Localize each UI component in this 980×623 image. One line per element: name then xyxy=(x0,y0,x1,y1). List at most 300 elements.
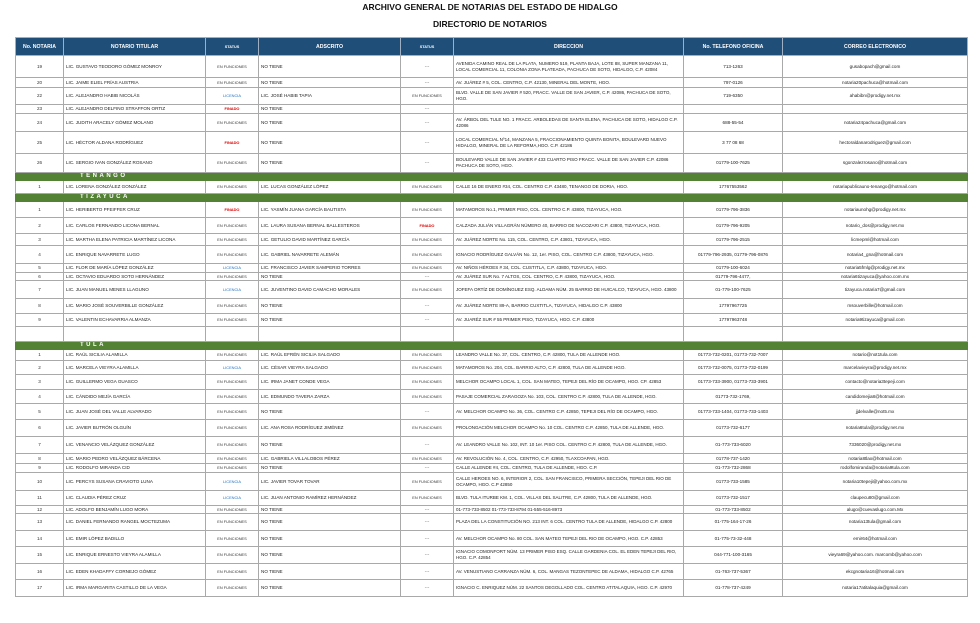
status-badge: EN FUNCIONES xyxy=(206,464,259,473)
notaria-number xyxy=(16,327,64,342)
adscrito-status-badge: --- xyxy=(401,514,454,531)
notaria-number: 16 xyxy=(16,564,64,580)
email-address: vieyra69@yahoo.com. marcomb@yahoo.com xyxy=(783,547,968,564)
section-header-tizayuca xyxy=(16,194,968,202)
notaria-number: 8 xyxy=(16,454,64,464)
phone-number: 01-779-100-7625 xyxy=(684,281,783,299)
status-badge: EN FUNCIONES xyxy=(206,350,259,361)
address: BLVD. TULA ITURBE KM. 1, COL. VILLAS DEL SALITRE, C.P. 42800, TULA DE ALLENDE, HGO. xyxy=(454,491,684,506)
phone-number: 01779-796-3836 xyxy=(684,202,783,218)
header-correo: CORREO ELECTRONICO xyxy=(783,38,968,56)
adscrito-name: LIC. EDMUNDO TAVERA ZARZA xyxy=(259,390,401,404)
email-address: notariaunohg@prodigy.net.mx xyxy=(783,202,968,218)
notaria-number: 23 xyxy=(16,105,64,114)
section-header-tenango xyxy=(16,173,968,181)
address: AV. JUÁREZ # 5, COL. CENTRO, C.P. 42130, MINERAL DEL MONTE, HGO. xyxy=(454,78,684,88)
status-badge: EN FUNCIONES xyxy=(206,390,259,404)
notario-titular: LIC. OCTAVIO EDUARDO SOTO HERNÁNDEZ xyxy=(64,273,206,281)
phone-number: 01-775-73-32-448 xyxy=(684,531,783,547)
address: AV. JUÁREZ NORTE No. 115, COL. CENTRO, C.P. 43801, TIZAYUCA, HGO. xyxy=(454,234,684,246)
phone-number xyxy=(684,327,783,342)
address: 01-773-733-8502 01-773-733-8794 01-555-516-8973 xyxy=(454,506,684,514)
adscrito-status-badge: EN FUNCIONES xyxy=(401,361,454,375)
notaria-number: 9 xyxy=(16,314,64,327)
notaria-number: 8 xyxy=(16,299,64,314)
email-address: notaria13tula@gmail.com xyxy=(783,514,968,531)
header-direccion: DIRECCION xyxy=(454,38,684,56)
adscrito-name: LIC. CÉSAR VIEYRA SALGADO xyxy=(259,361,401,375)
notario-titular: LIC. ALEJANDRO DELFINO STRAFFON ORTIZ xyxy=(64,105,206,114)
notaria-number: 10 xyxy=(16,473,64,491)
phone-number: 01779-796-2515 xyxy=(684,234,783,246)
status-badge: EN FUNCIONES xyxy=(206,56,259,78)
email-address: notaria24pachuca@gmail.com xyxy=(783,114,968,132)
table-row xyxy=(16,264,968,273)
adscrito-name: LIC. GABRIEL NAVARRETE ALEMÁN xyxy=(259,246,401,264)
section-name: TULA xyxy=(80,342,106,348)
address: AV. MELCHOR OCAMPO No. 80 COL. SAN MATEO TEPEJI DEL RIO DE OCAMPO, HGO. C.P. 42853 xyxy=(454,531,684,547)
email-address: candidomejia8@hotmail.com xyxy=(783,390,968,404)
status-badge xyxy=(206,327,259,342)
email-address: notaria6tizayuca@yahoo.com.mx xyxy=(783,273,968,281)
adscrito-name: LIC. GETULIO DAVID MARTÍNEZ GARCÍA xyxy=(259,234,401,246)
notario-titular: LIC. MARTHA ELENA PATRICIA MARTÍNEZ LICONA xyxy=(64,234,206,246)
phone-number: 01773-733-3900, 01773-733-3901 xyxy=(684,375,783,390)
notaria-number: 2 xyxy=(16,361,64,375)
address: AV. JUARÉZ SUR # 55 PRIMER PISO, TIZAYUCA, HGO. C.P. 43800 xyxy=(454,314,684,327)
email-address: sgonzalezrosano@hotmail.com xyxy=(783,154,968,173)
adscrito-name: NO TIENE xyxy=(259,580,401,597)
table-row xyxy=(16,234,968,246)
notario-titular: LIC. VALENTIN ECHAVARRIA ALMANZA xyxy=(64,314,206,327)
table-row xyxy=(16,491,968,506)
table-row xyxy=(16,437,968,454)
adscrito-status-badge: EN FUNCIONES xyxy=(401,264,454,273)
email-address: notaria9tizayuca@gmail.com xyxy=(783,314,968,327)
adscrito-status-badge: EN FUNCIONES xyxy=(401,350,454,361)
email-address: ahabibn@prodigy.net.mx xyxy=(783,88,968,105)
notaria-number: 7 xyxy=(16,281,64,299)
adscrito-name: NO TIENE xyxy=(259,78,401,88)
adscrito-status-badge: --- xyxy=(401,78,454,88)
phone-number: 01779-796-9205 xyxy=(684,218,783,234)
table-row xyxy=(16,531,968,547)
adscrito-status-badge: --- xyxy=(401,564,454,580)
email-address: tizayuca.notaria7@gmail.com xyxy=(783,281,968,299)
adscrito-status-badge: --- xyxy=(401,154,454,173)
status-badge: LICENCIA xyxy=(206,281,259,299)
notario-titular: LIC. JAVIER BUTRÓN OLGUÍN xyxy=(64,420,206,437)
adscrito-name: LIC. GABRIELA VILLALOBOS PÉREZ xyxy=(259,454,401,464)
adscrito-status-badge: --- xyxy=(401,580,454,597)
adscrito-status-badge: --- xyxy=(401,314,454,327)
notaria-number: 4 xyxy=(16,390,64,404)
adscrito-name: NO TIENE xyxy=(259,114,401,132)
notario-titular: LIC. MARIO JOSÉ SOUVERBILLE GONZÁLEZ xyxy=(64,299,206,314)
notaria-number: 7 xyxy=(16,437,64,454)
notario-titular: LIC. ENRIQUE NAVARRETE LUGO xyxy=(64,246,206,264)
notaria-number: 6 xyxy=(16,420,64,437)
adscrito-status-badge xyxy=(401,327,454,342)
email-address xyxy=(783,105,968,114)
adscrito-name: LIC. FRANCISCO JAVIER SAMPERIO TORRES xyxy=(259,264,401,273)
adscrito-name: LIC. JUVENTINO DAVID CAMACHO MORALES xyxy=(259,281,401,299)
table-row xyxy=(16,218,968,234)
phone-number: 17767553562 xyxy=(684,181,783,194)
phone-number: 688-55-54 xyxy=(684,114,783,132)
notaria-number: 2 xyxy=(16,218,64,234)
adscrito-name: LIC. ANA ROSA RODRÍGUEZ JIMÉNEZ xyxy=(259,420,401,437)
address: AV. REVOLUCIÓN No. 4, COL. CENTRO, C.P. 42950, TLAXCOAPAN, HGO. xyxy=(454,454,684,464)
address: CALLE ALLENDE #4, COL. CENTRO, TULA DE ALLENDE, HGO. C.P. xyxy=(454,464,684,473)
address: AV. LEANDRO VALLE No. 102, INT. 10 1er. PISO COL. CENTRO C.P. 42800, TULA DE ALLENDE, HGO. xyxy=(454,437,684,454)
table-row xyxy=(16,473,968,491)
phone-number: 01779-796-4477, xyxy=(684,273,783,281)
status-badge: EN FUNCIONES xyxy=(206,218,259,234)
adscrito-name: NO TIENE xyxy=(259,132,401,154)
table-row xyxy=(16,299,968,314)
phone-number: 01-775-164-17-26 xyxy=(684,514,783,531)
address: AV. NIÑOS HÉROES # 34, COL. CUSTITLA, C.P. 43800, TIZAYUCA, HGO. xyxy=(454,264,684,273)
phone-number: 797-0126 xyxy=(684,78,783,88)
table-row xyxy=(16,514,968,531)
notario-titular: LIC. GUSTAVO TEODORO GÓMEZ MONROY xyxy=(64,56,206,78)
email-address: notaria17atitalaquia@gmail.com xyxy=(783,580,968,597)
adscrito-status-badge: EN FUNCIONES xyxy=(401,375,454,390)
phone-number: 01773-733-1585 xyxy=(684,473,783,491)
address: PROLONGACIÓN MELCHOR OCAMPO No. 10 COL. CENTRO C.P. 42850, TULA DE ALLENDE, HGO. xyxy=(454,420,684,437)
table-row xyxy=(16,105,968,114)
status-badge: EN FUNCIONES xyxy=(206,454,259,464)
document-title: ARCHIVO GENERAL DE NOTARIAS DEL ESTADO DE HIDALGO xyxy=(362,2,618,12)
adscrito-status-badge: EN FUNCIONES xyxy=(401,246,454,264)
email-address: notaria10tepeji@yahoo.com.mx xyxy=(783,473,968,491)
document-subtitle: DIRECTORIO DE NOTARIOS xyxy=(433,19,547,29)
table-row xyxy=(16,420,968,437)
section-name: TENANGO xyxy=(80,173,128,179)
email-address: emir64@hotmail.com xyxy=(783,531,968,547)
notario-titular: LIC. JAIME ELIEL FRÍAS AUSTRIA xyxy=(64,78,206,88)
email-address: rodolfomiranda@notaria9tula.com xyxy=(783,464,968,473)
email-address: claupecu80@gmail.com xyxy=(783,491,968,506)
table-row xyxy=(16,154,968,173)
header-status: STATUS xyxy=(206,38,259,56)
table-body xyxy=(16,56,968,597)
address: JOFEFA ORTÍZ DE DOMÍNGUEZ ESQ. ALDAMA NÚM. 25 BARRIO DE HUICALCO, TIZAYUCA, HGO. 43800 xyxy=(454,281,684,299)
adscrito-name xyxy=(259,327,401,342)
address: IGNACIO COMONFORT NÚM. 13 PRIMER PISO ESQ. CALLE GARDENIA COL. EL EDEN TEPEJI DEL RIO, HGO. C.P. 42854 xyxy=(454,547,684,564)
phone-number: 719-6350 xyxy=(684,88,783,105)
notaria-number: 19 xyxy=(16,56,64,78)
table-row xyxy=(16,114,968,132)
adscrito-status-badge: --- xyxy=(401,404,454,420)
email-address: notario@not1tula.com xyxy=(783,350,968,361)
notario-titular: LIC. PERCYS SUSANA CRAVIOTO LUNA xyxy=(64,473,206,491)
phone-number: 01-763-737-5367 xyxy=(684,564,783,580)
notaries-table xyxy=(15,37,968,597)
table-row xyxy=(16,88,968,105)
header-telefono: No. TELEFONO OFICINA xyxy=(684,38,783,56)
adscrito-name: LIC. LAURA SUSANA BERNAL BALLESTEROS xyxy=(259,218,401,234)
adscrito-status-badge: --- xyxy=(401,437,454,454)
adscrito-name: NO TIENE xyxy=(259,437,401,454)
address: AVENIDA CAMINO REAL DE LA PLATA, NUMERO 519, PLANTA BAJA, LOTE 88, SUPER MANZANA 11, LOCAL COMERCIAL 11, COLONIA ZONA PLATEADA, PACHUCA DE SOTO, HIDALGO, C.P. 42084 xyxy=(454,56,684,78)
adscrito-status-badge: EN FUNCIONES xyxy=(401,491,454,506)
email-address xyxy=(783,327,968,342)
notaria-number: 12 xyxy=(16,506,64,514)
notario-titular: LIC. JUDITH ARACELY GÓMEZ MOLANO xyxy=(64,114,206,132)
table-row xyxy=(16,281,968,299)
adscrito-name: NO TIENE xyxy=(259,105,401,114)
phone-number: 01-773-733-8502 xyxy=(684,506,783,514)
notaria-number: 3 xyxy=(16,375,64,390)
notario-titular: LIC. ENRIQUE ERNESTO VIEYRA ALAMILLA xyxy=(64,547,206,564)
adscrito-status-badge: --- xyxy=(401,114,454,132)
notario-titular: LIC. CARLOS FERNANDO LICONA BERNAL xyxy=(64,218,206,234)
notario-titular: LIC. VENANCIO VELÁZQUEZ GONZÁLEZ xyxy=(64,437,206,454)
adscrito-status-badge: EN FUNCIONES xyxy=(401,88,454,105)
notario-titular: LIC. MARIO PEDRO VELÁZQUEZ BÁRCENA xyxy=(64,454,206,464)
status-badge: EN FUNCIONES xyxy=(206,114,259,132)
notaria-number: 9 xyxy=(16,464,64,473)
table-row xyxy=(16,361,968,375)
phone-number: 01779-100-7625 xyxy=(684,154,783,173)
notario-titular: LIC. MARCELA VIEYRA ALAMILLA xyxy=(64,361,206,375)
email-address: licmepml@hotmail.com xyxy=(783,234,968,246)
address: IGNACIO RODRÍGUEZ GALVÁN No. 12, 1er. PISO, COL. CENTRO C.P. 43800, TIZAYUCA, HGO. xyxy=(454,246,684,264)
phone-number: 01773-732-1517 xyxy=(684,491,783,506)
notario-titular: LIC. CÁNDIDO MEJÍA GARCÍA xyxy=(64,390,206,404)
notaria-number: 20 xyxy=(16,78,64,88)
adscrito-name: LIC. RAÚL EFRÉN SICILIA SALGADO xyxy=(259,350,401,361)
address: LEANDRO VALLE No. 37, COL. CENTRO, C.P. 42800, TULA DE ALLENDE HGO. xyxy=(454,350,684,361)
table-header-row xyxy=(16,38,968,56)
status-badge: EN FUNCIONES xyxy=(206,273,259,281)
adscrito-status-badge: --- xyxy=(401,105,454,114)
status-badge: EN FUNCIONES xyxy=(206,78,259,88)
address: AV. VENUSTIANO CARRANZA NÚM. 6, COL. MANGAS TEZONTEPEC DE ALDAMA, HIDALGO C.P. 42765 xyxy=(454,564,684,580)
notario-titular: LIC. JUAN JOSÉ DEL VALLE ALVARADO xyxy=(64,404,206,420)
notario-titular: LIC. JUAN MANUEL MENES LLAGUNO xyxy=(64,281,206,299)
address: MELCHOR OCAMPO LOCAL 1, COL. SAN MATEO, TEPEJI DEL RÍO DE OCAMPO, HGO. CP. 42853 xyxy=(454,375,684,390)
adscrito-status-badge: --- xyxy=(401,506,454,514)
address: PLAZA DEL LA CONSTITUCIÓN NO. 213 INT. 6 COL. CENTRO TULA DE ALLENDE, HIDALGO C.P. 42800 xyxy=(454,514,684,531)
email-address: ekcgnotaria16@hotmail.com xyxy=(783,564,968,580)
address: AV. JUÁREZ NORTE 89-A, BARRIO CUXTITLA, TIZAYUCA, HIDALGO C.P. 43800 xyxy=(454,299,684,314)
adscrito-status-badge: --- xyxy=(401,547,454,564)
adscrito-status-badge: --- xyxy=(401,132,454,154)
adscrito-status-badge: FINADO xyxy=(401,218,454,234)
adscrito-name: LIC. LUCAS GONZÁLEZ LÓPEZ xyxy=(259,181,401,194)
address: MATAMOROS No. 204, COL. BARRIO ALTO, C.P. 42800, TULA DE ALLENDE HGO. xyxy=(454,361,684,375)
adscrito-status-badge: EN FUNCIONES xyxy=(401,281,454,299)
status-badge: EN FUNCIONES xyxy=(206,437,259,454)
phone-number: 01-778-737-4249 xyxy=(684,580,783,597)
adscrito-name: LIC. IRMA JANET CONDE VEGA xyxy=(259,375,401,390)
email-address: notaria6tula@prodigy.net.mx xyxy=(783,420,968,437)
phone-number: 3 77 08 68 xyxy=(684,132,783,154)
notario-titular: LIC. HÉCTOR ALDANA RODRÍGUEZ xyxy=(64,132,206,154)
notario-titular: LIC. LORENA GONZÁLEZ GONZÁLEZ xyxy=(64,181,206,194)
notaria-number: 26 xyxy=(16,154,64,173)
table-row xyxy=(16,375,968,390)
status-badge: EN FUNCIONES xyxy=(206,514,259,531)
notaria-number: 3 xyxy=(16,234,64,246)
table-row xyxy=(16,78,968,88)
notario-titular: LIC. GUILLERMO VEGA GUASCO xyxy=(64,375,206,390)
email-address: notaria8tlax@hotmail.com xyxy=(783,454,968,464)
adscrito-status-badge: --- xyxy=(401,531,454,547)
adscrito-name: NO TIENE xyxy=(259,547,401,564)
adscrito-status-badge: --- xyxy=(401,464,454,473)
adscrito-status-badge: EN FUNCIONES xyxy=(401,390,454,404)
section-name: TIZAYUCA xyxy=(80,194,130,200)
adscrito-status-badge: --- xyxy=(401,273,454,281)
notario-titular: LIC. ADOLFO BENJAMÍN LUGO MORA xyxy=(64,506,206,514)
table-row xyxy=(16,132,968,154)
adscrito-name: LIC. JOSÉ HABIB TAPIA xyxy=(259,88,401,105)
address: AV. MELCHOR OCAMPO No. 36, COL. CENTRO C.P. 42850, TEPEJI DEL RÍO DE OCAMPO, HGO. xyxy=(454,404,684,420)
email-address: notario_dos@prodigy.net.mx xyxy=(783,218,968,234)
adscrito-status-badge: EN FUNCIONES xyxy=(401,473,454,491)
phone-number: 01778-737-1420 xyxy=(684,454,783,464)
phone-number: 01779-796-2935, 01779-796-0876 xyxy=(684,246,783,264)
address: AV. ÁRBOL DEL TULE NO. 1 FRACC. ARBOLEDAS DE SANTA ELENA, PACHUCA DE SOTO, HIDALGO C.P. 42086 xyxy=(454,114,684,132)
notaria-number: 11 xyxy=(16,491,64,506)
notaria-number: 17 xyxy=(16,580,64,597)
adscrito-name: NO TIENE xyxy=(259,299,401,314)
table-row xyxy=(16,246,968,264)
status-badge: FINADO xyxy=(206,202,259,218)
status-badge: EN FUNCIONES xyxy=(206,314,259,327)
phone-number: 17797963748 xyxy=(684,314,783,327)
status-badge: LICENCIA xyxy=(206,361,259,375)
adscrito-status-badge: EN FUNCIONES xyxy=(401,202,454,218)
table-row xyxy=(16,314,968,327)
email-address: notariapublicauno-tenango@hotmail.com xyxy=(783,181,968,194)
email-address: notaria20pachuca@hotmail.com xyxy=(783,78,968,88)
notaria-number: 4 xyxy=(16,246,64,264)
address: CALLE 16 DE ENERO #34, COL. CENTRO C.P. 43480, TENANGO DE DORIA, HGO. xyxy=(454,181,684,194)
status-badge: LICENCIA xyxy=(206,88,259,105)
address: PASAJE COMERCIAL ZARAGOZA No. 103, COL. CENTRO C.P. 42800, TULA DE ALLENDE, HGO. xyxy=(454,390,684,404)
table-row xyxy=(16,464,968,473)
phone-number: 713-1263 xyxy=(684,56,783,78)
notario-titular: LIC. ALEJANDRO HABIB NICOLÁS xyxy=(64,88,206,105)
adscrito-name: NO TIENE xyxy=(259,56,401,78)
adscrito-name: NO TIENE xyxy=(259,506,401,514)
adscrito-status-badge: --- xyxy=(401,56,454,78)
address: IGNACIO C. ENRIQUEZ NÚM. 22 SANTOS DEGOLLADO COL. CENTRO ATITALAQUIA, HGO. C.P. 42970 xyxy=(454,580,684,597)
address xyxy=(454,327,684,342)
email-address: contacto@notaria3tepeji.com xyxy=(783,375,968,390)
address: BLVD. VALLE DE SAN JAVIER # 520, FRACC. VALLE DE SAN JAVIER, C.P. 42086, PACHUCA DE SOTO, HGO. xyxy=(454,88,684,105)
adscrito-name: NO TIENE xyxy=(259,404,401,420)
notario-titular: LIC. RODOLFO MIRANDA CID xyxy=(64,464,206,473)
phone-number: 01773-733-1404, 01773-733-1403 xyxy=(684,404,783,420)
address xyxy=(454,105,684,114)
adscrito-name: NO TIENE xyxy=(259,154,401,173)
table-row xyxy=(16,564,968,580)
notaria-number: 6 xyxy=(16,273,64,281)
notario-titular: LIC. IRMA MARGARITA CASTILLO DE LA VEGA xyxy=(64,580,206,597)
notaria-number: 14 xyxy=(16,531,64,547)
status-badge: FINADO xyxy=(206,132,259,154)
phone-number: 01773-732-6177 xyxy=(684,420,783,437)
notario-titular: LIC. HERIBERTO PFEIFFER CRUZ xyxy=(64,202,206,218)
notaria-number: 1 xyxy=(16,202,64,218)
email-address: alugo@cuevaslugo.com.Mx xyxy=(783,506,968,514)
adscrito-name: NO TIENE xyxy=(259,564,401,580)
notaria-number: 5 xyxy=(16,264,64,273)
header-status-adscrito: STATUS xyxy=(401,38,454,56)
phone-number: 044-771-100-3165 xyxy=(684,547,783,564)
notaria-number: 25 xyxy=(16,132,64,154)
header-no-notaria: No. NOTARIA xyxy=(16,38,64,56)
address: MATAMOROS No.1, PRIMER PISO, COL. CENTRO C.P. 43800, TIZAYUCA, HGO. xyxy=(454,202,684,218)
phone-number: 01773-732-0201, 01773-732-7007 xyxy=(684,350,783,361)
status-badge: EN FUNCIONES xyxy=(206,375,259,390)
notario-titular: LIC. SERGIO IVAN GONZÁLEZ ROSANO xyxy=(64,154,206,173)
header-adscrito: ADSCRITO xyxy=(259,38,401,56)
adscrito-status-badge: EN FUNCIONES xyxy=(401,454,454,464)
phone-number: 01-773-732-2868 xyxy=(684,464,783,473)
status-badge: EN FUNCIONES xyxy=(206,547,259,564)
status-badge: EN FUNCIONES xyxy=(206,154,259,173)
adscrito-name: LIC. JUAN ANTONIO RAMÍREZ HERNÁNDEZ xyxy=(259,491,401,506)
notaria-number: 15 xyxy=(16,547,64,564)
notario-titular: LIC. RAÚL SICILIA ALAMILLA xyxy=(64,350,206,361)
table-row xyxy=(16,454,968,464)
status-badge: EN FUNCIONES xyxy=(206,564,259,580)
status-badge: EN FUNCIONES xyxy=(206,234,259,246)
notaria-number: 1 xyxy=(16,181,64,194)
table-row xyxy=(16,56,968,78)
table-row xyxy=(16,327,968,342)
table-row xyxy=(16,202,968,218)
email-address: jjdelvalle@not5.mx xyxy=(783,404,968,420)
adscrito-status-badge: --- xyxy=(401,299,454,314)
email-address: notaria5fmlg@prodigy.net.mx xyxy=(783,264,968,273)
header-notario-titular: NOTARIO TITULAR xyxy=(64,38,206,56)
phone-number: 01773-732-0075, 01773-732-0199 xyxy=(684,361,783,375)
notaria-number: 24 xyxy=(16,114,64,132)
phone-number xyxy=(684,105,783,114)
table-row xyxy=(16,181,968,194)
status-badge: EN FUNCIONES xyxy=(206,420,259,437)
status-badge: EN FUNCIONES xyxy=(206,246,259,264)
email-address: marcelavieyra@prodigy.net.mx xyxy=(783,361,968,375)
notario-titular: LIC. FLOR DE MARÍA LÓPEZ GONZÁLEZ xyxy=(64,264,206,273)
adscrito-status-badge: EN FUNCIONES xyxy=(401,181,454,194)
phone-number: 01779-100-6024 xyxy=(684,264,783,273)
address: LOCAL COMERCIAL Nº14, MANZANA 5, FRACCIONAMIENTO QUINTA BONITA, BOULEVARD NUEVO HIDALGO, MINERAL DE LA REFORMA,HGO. C.P. 42186 xyxy=(454,132,684,154)
address: AV. JUÁREZ SUR No. 7 ALTOS, COL. CENTRO, C.P. 43800, TIZAYUCA, HGO. xyxy=(454,273,684,281)
status-badge: FINADO xyxy=(206,105,259,114)
table-row xyxy=(16,506,968,514)
phone-number: 17797967725 xyxy=(684,299,783,314)
address: CALLE HEROES NO. 6, INTERIOR 2, COL. SAN FRANCISCO, PRIMERA SECCIÓN, TEPEJI DEL RIO DE OCAMPO, HGO. C.P 42850 xyxy=(454,473,684,491)
adscrito-name: NO TIENE xyxy=(259,273,401,281)
phone-number: 01773-732-1769, xyxy=(684,390,783,404)
status-badge: LICENCIA xyxy=(206,264,259,273)
address: CALZADA JULIÁN VILLAGRÁN NÚMERO 40, BARRIO DE NACOZARI C.P. 43800, TIZAYUCA, HGO. xyxy=(454,218,684,234)
adscrito-status-badge: EN FUNCIONES xyxy=(401,420,454,437)
adscrito-name: NO TIENE xyxy=(259,531,401,547)
notario-titular xyxy=(64,327,206,342)
status-badge: LICENCIA xyxy=(206,491,259,506)
status-badge: EN FUNCIONES xyxy=(206,404,259,420)
